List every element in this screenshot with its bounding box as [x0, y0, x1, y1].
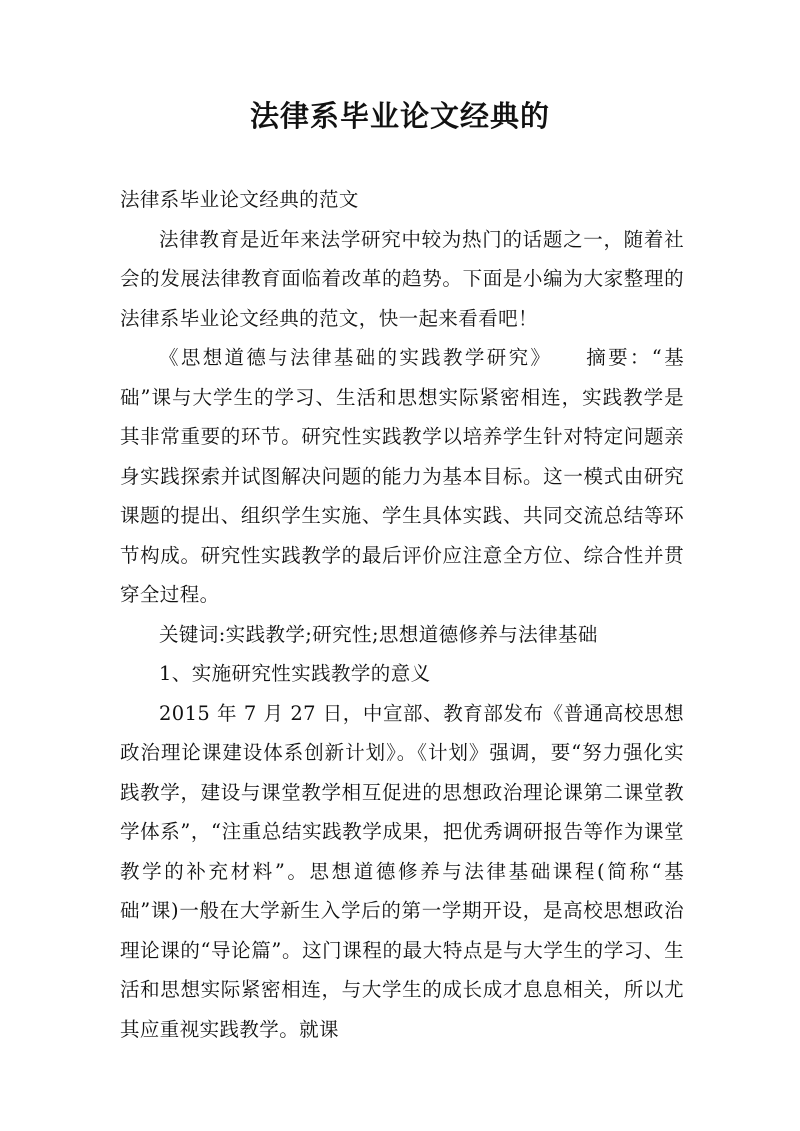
document-body [120, 180, 684, 1049]
section-heading: 1、实施研究性实践教学的意义 [159, 662, 431, 685]
document-subtitle: 法律系毕业论文经典的范文 [120, 188, 359, 211]
abstract-paragraph: 《思想道德与法律基础的实践教学研究》 摘要：“基础”课与大学生的学习、生活和思想实际紧密相连，实践教学是其非常重要的环节。研究性实践教学以培养学生针对特定问题亲身实践探索并试图解决问题的能力为基本目标。这一模式由研究课题的提出、组织学生实施、学生具体实践、共同交流总结等环节构成。研究性实践教学的最后评价应注意全方位、综合性并贯穿全过程。 [120, 346, 684, 606]
body-paragraph: 2015 年 7 月 27 日，中宣部、教育部发布《普通高校思想政治理论课建设体系创新计划》。《计划》强调，要“努力强化实践教学，建设与课堂教学相互促进的思想政治理论课第二课堂教学体系”，“注重总结实践教学成果，把优秀调研报告等作为课堂教学的补充材料”。思想道德修养与法律基础课程(简称“基础”课)一般在大学新生入学后的第一学期开设，是高校思想政治理论课的“导论篇”。这门课程的最大特点是与大学生的学习、生活和思想实际紧密相连，与大学生的成长成才息息相关，所以尤其应重视实践教学。就课 [120, 701, 684, 1041]
keywords-paragraph: 关键词:实践教学;研究性;思想道德修养与法律基础 [159, 622, 598, 646]
intro-paragraph: 法律教育是近年来法学研究中较为热门的话题之一，随着社会的发展法律教育面临着改革的趋势。下面是小编为大家整理的法律系毕业论文经典的范文，快一起来看看吧！ [120, 227, 684, 330]
document-title: 法律系毕业论文经典的 [249, 99, 550, 133]
